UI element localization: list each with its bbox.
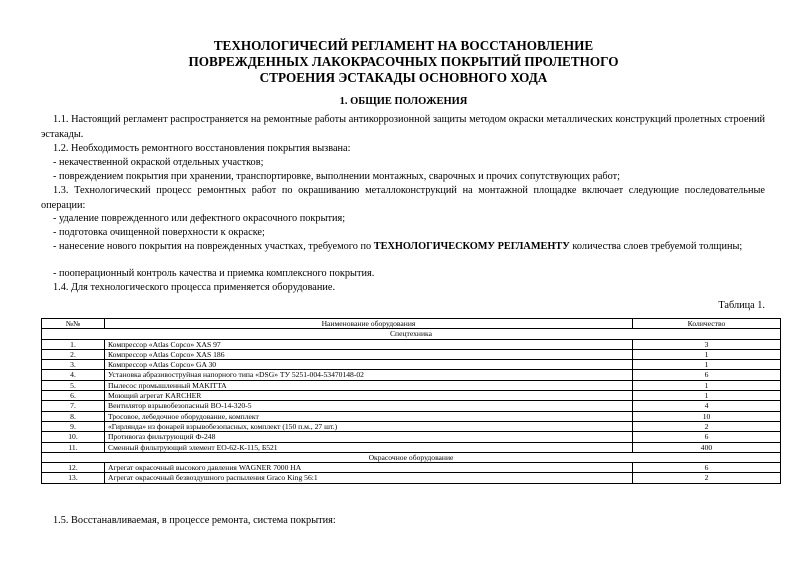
table-row: [42, 349, 781, 359]
header-quantity: Количество: [633, 319, 781, 329]
row-number: 5.: [42, 380, 105, 390]
quantity: 1: [633, 349, 781, 359]
paragraph-1-1: 1.1. Настоящий регламент распространяется на ремонтные работы антикоррозионной защиты методом окраски металлических конструкций пролетных строений эстакады.: [41, 114, 765, 140]
paragraph-1-5: 1.5. Восстанавливаемая, в процессе ремонта, система покрытия:: [53, 515, 336, 526]
row-number: 10.: [42, 432, 105, 442]
equipment-name: Тросовое, лебедочное оборудование, комплект: [105, 411, 633, 421]
table-row: [42, 339, 781, 349]
table-caption: Таблица 1.: [718, 300, 765, 311]
equipment-name: Противогаз фильтрующий Ф-248: [105, 432, 633, 442]
quantity: 4: [633, 401, 781, 411]
table-section-row-painting-equipment: [42, 452, 781, 462]
equipment-name: Сменный фильтрующий элемент ЕО-62-К-115, Б521: [105, 442, 633, 452]
row-number: 11.: [42, 442, 105, 452]
equipment-name: Пылесос промышленный MAKITTA: [105, 380, 633, 390]
row-number: 13.: [42, 473, 105, 483]
row-number: 7.: [42, 401, 105, 411]
row-number: 4.: [42, 370, 105, 380]
row-number: 1.: [42, 339, 105, 349]
table-row: [42, 473, 781, 483]
quantity: 10: [633, 411, 781, 421]
paragraph-1-2: 1.2. Необходимость ремонтного восстановления покрытия вызвана:: [53, 143, 351, 154]
equipment-name: Агрегат окрасочный высокого давления WAGNER 7000 HA: [105, 463, 633, 473]
paragraph-1-2-item-a: - некачественной окраской отдельных участков;: [53, 157, 264, 168]
paragraph-1-3-item-b: - подготовка очищенной поверхности к окраске;: [53, 227, 265, 238]
quantity: 6: [633, 463, 781, 473]
table-row: [42, 391, 781, 401]
equipment-name: Компрессор «Atlas Copco» XAS 97: [105, 339, 633, 349]
quantity: 400: [633, 442, 781, 452]
row-number: 12.: [42, 463, 105, 473]
quantity: 6: [633, 370, 781, 380]
equipment-table: [41, 318, 781, 484]
quantity: 2: [633, 421, 781, 431]
section-label: Окрасочное оборудование: [42, 452, 781, 462]
quantity: 2: [633, 473, 781, 483]
equipment-name: «Гирлянда» из фонарей взрывобезопасных, комплект (150 п.м., 27 шт.): [105, 421, 633, 431]
equipment-name: Вентилятор взрывобезопасный ВО-14-320-5: [105, 401, 633, 411]
row-number: 9.: [42, 421, 105, 431]
quantity: 1: [633, 360, 781, 370]
section-label: Спецтехника: [42, 329, 781, 339]
item-c-text-start: - нанесение нового покрытия на поврежденных участках, требуемого по: [53, 241, 374, 252]
row-number: 2.: [42, 349, 105, 359]
quantity: 6: [633, 432, 781, 442]
quantity: 1: [633, 380, 781, 390]
table-row: [42, 432, 781, 442]
title-line-2: ПОВРЕЖДЕННЫХ ЛАКОКРАСОЧНЫХ ПОКРЫТИЙ ПРОЛЕТНОГО: [188, 54, 619, 69]
title-line-3: СТРОЕНИЯ ЭСТАКАДЫ ОСНОВНОГО ХОДА: [259, 70, 548, 85]
section-heading: 1. ОБЩИЕ ПОЛОЖЕНИЯ: [339, 96, 468, 107]
header-equipment-name: Наименование оборудования: [105, 319, 633, 329]
title-line-1: ТЕХНОЛОГИЧЕСИЙ РЕГЛАМЕНТ НА ВОССТАНОВЛЕНИЕ: [213, 38, 594, 53]
table-row: [42, 421, 781, 431]
equipment-name: Агрегат окрасочный безвоздушного распыления Graco King 56:1: [105, 473, 633, 483]
equipment-name: Компрессор «Atlas Copco» XAS 186: [105, 349, 633, 359]
row-number: 6.: [42, 391, 105, 401]
header-number: №№: [42, 319, 105, 329]
table-section-row-special-equipment: [42, 329, 781, 339]
row-number: 8.: [42, 411, 105, 421]
document-title: [0, 38, 807, 86]
table-header-row: [42, 319, 781, 329]
table-row: [42, 442, 781, 452]
quantity: 1: [633, 391, 781, 401]
item-c-text-end: количества слоев требуемой толщины;: [569, 241, 743, 252]
table-row: [42, 401, 781, 411]
quantity: 3: [633, 339, 781, 349]
paragraph-1-3-item-c: [41, 240, 765, 255]
table-row: [42, 380, 781, 390]
table-row: [42, 370, 781, 380]
row-number: 3.: [42, 360, 105, 370]
table-row: [42, 360, 781, 370]
paragraph-1-3-item-a: - удаление поврежденного или дефектного окрасочного покрытия;: [53, 213, 346, 224]
paragraph-1-2-item-b: - повреждением покрытия при хранении, транспортировке, выполнении монтажных, сварочных и прочих сопутствующих работ;: [53, 171, 621, 182]
equipment-name: Установка абразивоструйная напорного типа «DSG» ТУ 5251-004-53470148-02: [105, 370, 633, 380]
table-row: [42, 463, 781, 473]
regulation-reference: ТЕХНОЛОГИЧЕСКОМУ РЕГЛАМЕНТУ: [373, 241, 570, 252]
paragraph-1-4: 1.4. Для технологического процесса применяется оборудование.: [53, 282, 336, 293]
paragraph-1-3: 1.3. Технологический процесс ремонтных работ по окрашиванию металлоконструкций на монтажной площадке включает следующие последовательные операции:: [41, 185, 765, 211]
paragraph-1-3-item-d: - пооперационный контроль качества и приемка комплексного покрытия.: [53, 268, 375, 279]
equipment-name: Компрессор «Atlas Copco» GA 30: [105, 360, 633, 370]
table-row: [42, 411, 781, 421]
equipment-name: Моющий агрегат KARCHER: [105, 391, 633, 401]
